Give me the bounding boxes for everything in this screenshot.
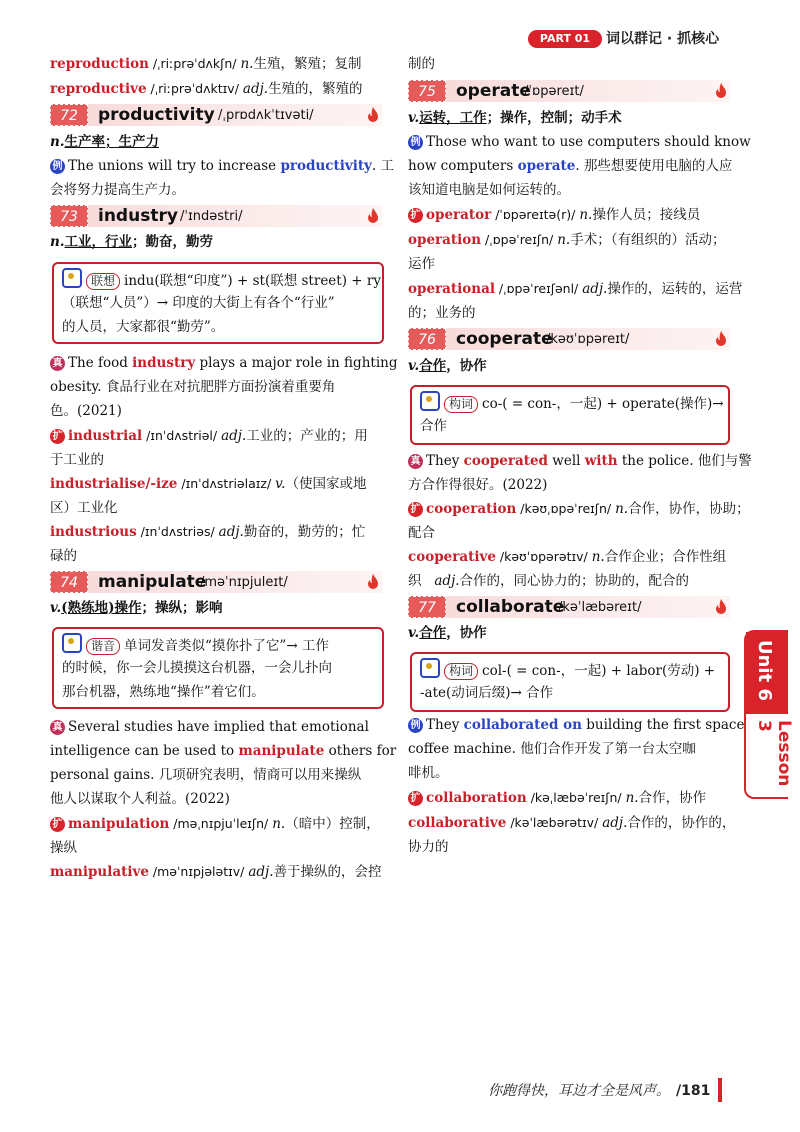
exam-sentence: 真 Several studies have implied that emotional <box>50 716 369 738</box>
headword: manipulate <box>98 572 207 592</box>
memory-tip-icon <box>420 391 440 411</box>
side-tab-unit-label: Unit 6 <box>754 640 775 701</box>
extended-word-cont: 于工业的 <box>50 452 104 468</box>
headword-phonetic: /kəˈlæbəreɪt/ <box>558 600 642 615</box>
memory-tip-box <box>410 652 730 712</box>
continued-text: 制的 <box>408 56 435 72</box>
extended-word-cont: 的；业务的 <box>408 305 476 321</box>
extended-word-cont: 配合 <box>408 525 435 541</box>
memory-tip-icon <box>62 633 82 653</box>
headword: industry <box>98 206 178 226</box>
extended-word-cont: 区）工业化 <box>50 500 118 516</box>
word-number: 72 <box>50 104 88 126</box>
example-translation: 该知道电脑是如何运转的。 <box>408 182 570 198</box>
extended-word: operation /ˌɒpəˈreɪʃn/ n.手术；（有组织的）活动； <box>408 232 726 248</box>
example-icon: 例 <box>50 159 65 174</box>
memory-tip-icon <box>420 658 440 678</box>
extended-word: industrious /ɪnˈdʌstriəs/ adj.勤奋的，勤劳的；忙 <box>50 524 366 540</box>
flame-icon <box>368 574 378 589</box>
exam-icon: 真 <box>50 356 65 371</box>
example-sentence: 例 The unions will try to increase productivity. 工 <box>50 155 394 177</box>
memory-tip-line: -ate(动词后缀)→ 合作 <box>420 685 554 701</box>
extended-word: collaborative /kəˈlæbərətɪv/ adj.合作的，协作的， <box>408 815 736 831</box>
word-number: 75 <box>408 80 446 102</box>
exam-translation: 他人以谋取个人利益。(2022) <box>50 791 230 807</box>
word-header-77 <box>408 596 730 618</box>
extended-word: 扩 manipulation /məˌnɪpjuˈleɪʃn/ n.（暗中）控制， <box>50 813 380 835</box>
extended-word: operational /ˌɒpəˈreɪʃənl/ adj.操作的，运转的，运营 <box>408 281 743 297</box>
extended-word-cont: 协力的 <box>408 839 449 855</box>
memory-tip-tag: 构词 <box>444 396 478 413</box>
word-header-75 <box>408 80 730 102</box>
word-header-76 <box>408 328 730 350</box>
memory-tip-box <box>52 627 384 709</box>
extend-icon: 扩 <box>408 791 423 806</box>
extended-word-cont: 操纵 <box>50 840 77 856</box>
definition: v.(熟练地)操作；操纵；影响 <box>50 600 223 616</box>
word-header-74 <box>50 571 382 593</box>
exam-translation: personal gains. 几项研究表明，情商可以用来操纵 <box>50 767 362 783</box>
extended-word-cont: 碌的 <box>50 548 77 564</box>
memory-tip-line: 联想 indu(联想“印度”) + st(联想 street) + ry <box>62 268 381 292</box>
example-translation: coffee machine. 他们合作开发了第一台太空咖 <box>408 741 696 757</box>
extended-word: 扩 industrial /ɪnˈdʌstriəl/ adj.工业的；产业的；用 <box>50 425 368 447</box>
word-number: 73 <box>50 205 88 227</box>
exam-translation: obesity. 食品行业在对抗肥胖方面扮演着重要角 <box>50 379 336 395</box>
memory-tip-line: 的时候，你一会儿摸摸这台机器，一会儿扑向 <box>62 660 332 676</box>
headword: collaborate <box>456 597 565 617</box>
definition: v.运转，工作；操作，控制；动手术 <box>408 110 622 126</box>
extended-word: 扩 collaboration /kəˌlæbəˈreɪʃn/ n.合作，协作 <box>408 787 706 809</box>
side-tab <box>744 630 794 799</box>
definition: n.生产率；生产力 <box>50 134 160 150</box>
exam-sentence: 真 The food industry plays a major role in fighting <box>50 352 397 374</box>
footer-quote: 你跑得快，耳边才全是风声。 <box>488 1083 670 1099</box>
extended-word: industrialise/-ize /ɪnˈdʌstriəlaɪz/ v.（使国家或地 <box>50 476 367 492</box>
extended-word: 扩 cooperation /kəʊˌɒpəˈreɪʃn/ n.合作，协作，协助； <box>408 498 750 520</box>
word-number: 74 <box>50 571 88 593</box>
memory-tip-line: 那台机器，熟练地“操作”着它们。 <box>62 684 265 700</box>
memory-tip-line: （联想“人员”）→ 印度的大街上有各个“行业” <box>62 295 335 311</box>
extend-icon: 扩 <box>408 208 423 223</box>
memory-tip-line: 合作 <box>420 418 447 434</box>
header-part-badge: PART 01 <box>528 30 602 48</box>
example-sentence: how computers operate. 那些想要使用电脑的人应 <box>408 158 733 174</box>
headword-phonetic: /ˈɪndəstri/ <box>180 209 243 224</box>
example-icon: 例 <box>408 135 423 150</box>
memory-tip-box <box>410 385 730 445</box>
headword-phonetic: /ˌprɒdʌkˈtɪvəti/ <box>218 108 314 123</box>
word-number: 77 <box>408 596 446 618</box>
definition: n.工业，行业；勤奋，勤劳 <box>50 234 214 250</box>
memory-tip-line: 构词 col-( = con-，一起) + labor(劳动) + <box>420 658 715 682</box>
entry-reproductive: reproductive /ˌriːprəˈdʌktɪv/ adj.生殖的，繁殖的 <box>50 81 363 97</box>
memory-tip-tag: 联想 <box>86 273 120 290</box>
memory-tip-line: 谐音 单词发音类似“摸你扑了它”→ 工作 <box>62 633 329 657</box>
exam-sentence: 真 They cooperated well with the police. 他们与警 <box>408 450 752 472</box>
memory-tip-line: 的人员，大家都很“勤劳”。 <box>62 319 225 335</box>
page-number: /181 <box>676 1083 711 1099</box>
definition: v.合作，协作 <box>408 625 487 641</box>
exam-translation: 方合作得很好。(2022) <box>408 477 548 493</box>
extend-icon: 扩 <box>408 502 423 517</box>
exam-sentence: intelligence can be used to manipulate others for <box>50 743 397 759</box>
headword-phonetic: /məˈnɪpjuleɪt/ <box>200 575 288 590</box>
memory-tip-tag: 谐音 <box>86 638 120 655</box>
word-number: 76 <box>408 328 446 350</box>
extended-word-cont: 运作 <box>408 256 435 272</box>
headword: cooperate <box>456 329 553 349</box>
word-header-72 <box>50 104 382 126</box>
memory-tip-box <box>52 262 384 344</box>
headword-phonetic: /ˈɒpəreɪt/ <box>524 84 584 99</box>
extended-word: 扩 operator /ˈɒpəreɪtə(r)/ n.操作人员；接线员 <box>408 204 700 226</box>
page-number-bar <box>718 1078 722 1102</box>
entry-reproduction: reproduction /ˌriːprəˈdʌkʃn/ n.生殖，繁殖；复制 <box>50 56 362 72</box>
extend-icon: 扩 <box>50 429 65 444</box>
word-header-73 <box>50 205 382 227</box>
headword: operate <box>456 81 531 101</box>
exam-translation: 色。(2021) <box>50 403 122 419</box>
flame-icon <box>716 331 726 346</box>
example-translation: 会将努力提高生产力。 <box>50 182 185 198</box>
extended-word-cont: 织 adj.合作的，同心协力的；协助的，配合的 <box>408 573 690 589</box>
extended-word: manipulative /məˈnɪpjələtɪv/ adj.善于操纵的，会控 <box>50 864 382 880</box>
definition: v.合作，协作 <box>408 358 487 374</box>
headword-phonetic: /kəʊˈɒpəreɪt/ <box>546 332 630 347</box>
exam-icon: 真 <box>50 720 65 735</box>
flame-icon <box>716 599 726 614</box>
header-title: 词以群记 · 抓核心 <box>606 31 720 47</box>
side-tab-lesson-label: Lesson 3 <box>754 720 794 787</box>
flame-icon <box>716 83 726 98</box>
example-sentence: 例 Those who want to use computers should know <box>408 131 751 153</box>
example-icon: 例 <box>408 718 423 733</box>
extend-icon: 扩 <box>50 817 65 832</box>
headword: productivity <box>98 105 215 125</box>
example-sentence: 例 They collaborated on building the first space <box>408 714 744 736</box>
extended-word: cooperative /kəʊˈɒpərətɪv/ n.合作企业；合作性组 <box>408 549 727 565</box>
flame-icon <box>368 208 378 223</box>
memory-tip-icon <box>62 268 82 288</box>
example-translation: 啡机。 <box>408 765 449 781</box>
flame-icon <box>368 107 378 122</box>
memory-tip-tag: 构词 <box>444 663 478 680</box>
exam-icon: 真 <box>408 454 423 469</box>
memory-tip-line: 构词 co-( = con-，一起) + operate(操作)→ <box>420 391 724 415</box>
